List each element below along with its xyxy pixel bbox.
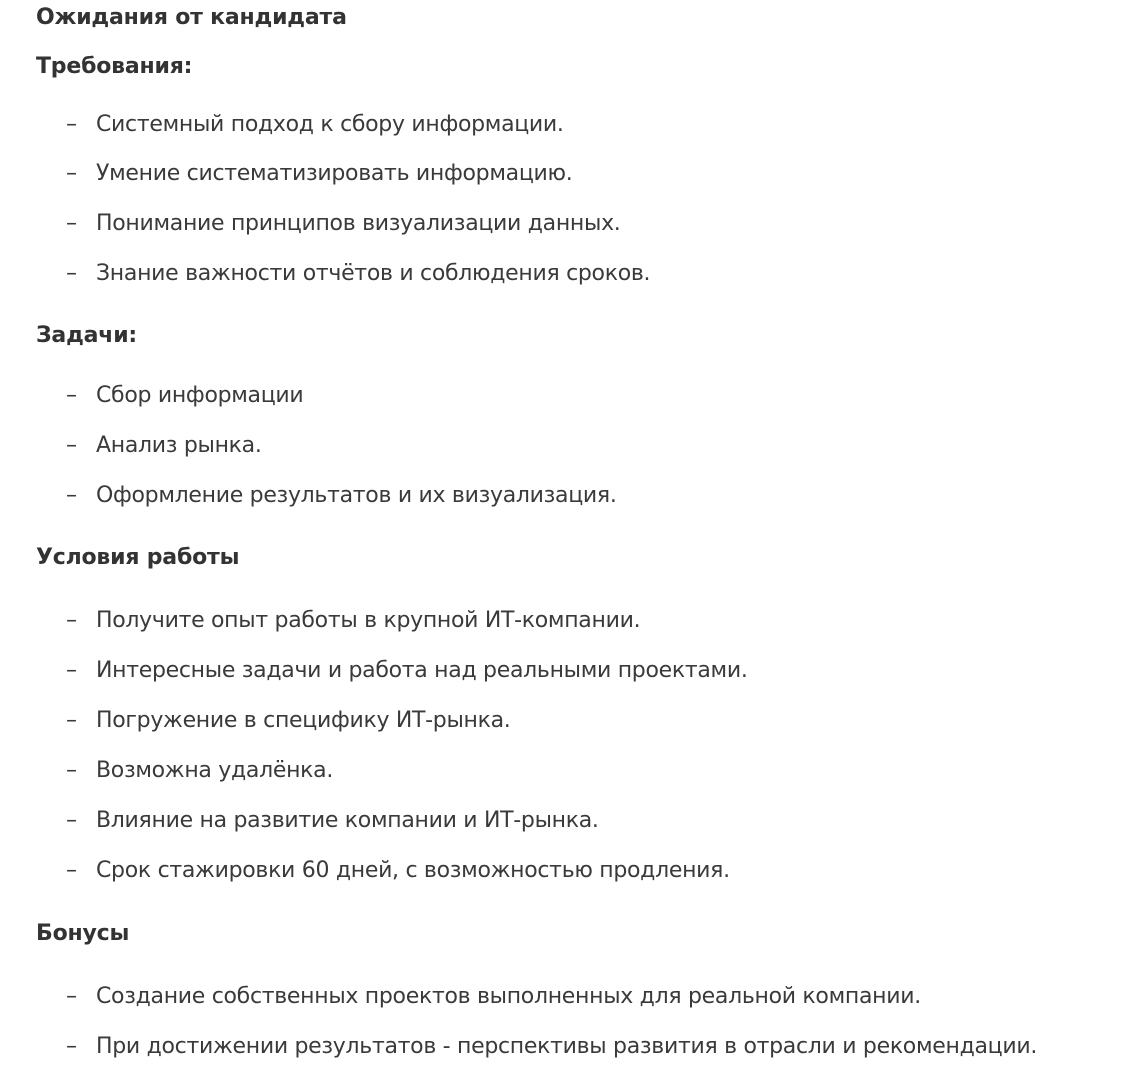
list-item-text: Системный подход к сбору информации. [96, 112, 564, 137]
dash-bullet: – [66, 858, 77, 883]
list-item [66, 1032, 1037, 1062]
page-title: Ожидания от кандидата [36, 5, 347, 30]
list-item-text: Погружение в специфику ИТ-рынка. [96, 708, 511, 733]
list-item-text: Оформление результатов и их визуализация. [96, 483, 617, 508]
list-item-text: Анализ рынка. [96, 433, 262, 458]
dash-bullet: – [66, 211, 77, 236]
list-item [66, 856, 730, 886]
dash-bullet: – [66, 658, 77, 683]
list-item [66, 159, 572, 189]
list-item-text: При достижении результатов - перспективы развития в отрасли и рекомендации. [96, 1034, 1038, 1059]
list-item [66, 209, 621, 239]
dash-bullet: – [66, 483, 77, 508]
dash-bullet: – [66, 383, 77, 408]
list-item-text: Срок стажировки 60 дней, с возможностью продления. [96, 858, 730, 883]
list-item [66, 982, 921, 1012]
dash-bullet: – [66, 1034, 77, 1059]
list-item [66, 606, 640, 636]
list-item [66, 656, 748, 686]
list-item-text: Сбор информации [96, 383, 304, 408]
dash-bullet: – [66, 808, 77, 833]
list-item-text: Интересные задачи и работа над реальными проектами. [96, 658, 748, 683]
dash-bullet: – [66, 758, 77, 783]
list-item-text: Влияние на развитие компании и ИТ-рынка. [96, 808, 599, 833]
section-heading-conditions: Условия работы [36, 545, 240, 570]
dash-bullet: – [66, 161, 77, 186]
list-item [66, 806, 599, 836]
section-heading-tasks: Задачи: [36, 323, 138, 348]
list-item [66, 706, 510, 736]
dash-bullet: – [66, 708, 77, 733]
list-item-text: Понимание принципов визуализации данных. [96, 211, 621, 236]
dash-bullet: – [66, 261, 77, 286]
dash-bullet: – [66, 984, 77, 1009]
list-item [66, 110, 564, 140]
list-item [66, 259, 650, 289]
dash-bullet: – [66, 608, 77, 633]
dash-bullet: – [66, 112, 77, 137]
list-item-text: Знание важности отчётов и соблюдения сроков. [96, 261, 651, 286]
list-item [66, 431, 262, 461]
list-item-text: Создание собственных проектов выполненных для реальной компании. [96, 984, 921, 1009]
list-item-text: Возможна удалёнка. [96, 758, 334, 783]
list-item-text: Получите опыт работы в крупной ИТ-компании. [96, 608, 641, 633]
section-heading-requirements: Требования: [36, 54, 193, 79]
section-heading-bonuses: Бонусы [36, 921, 130, 946]
list-item [66, 481, 617, 511]
list-item-text: Умение систематизировать информацию. [96, 161, 573, 186]
dash-bullet: – [66, 433, 77, 458]
list-item [66, 381, 303, 411]
list-item [66, 756, 333, 786]
